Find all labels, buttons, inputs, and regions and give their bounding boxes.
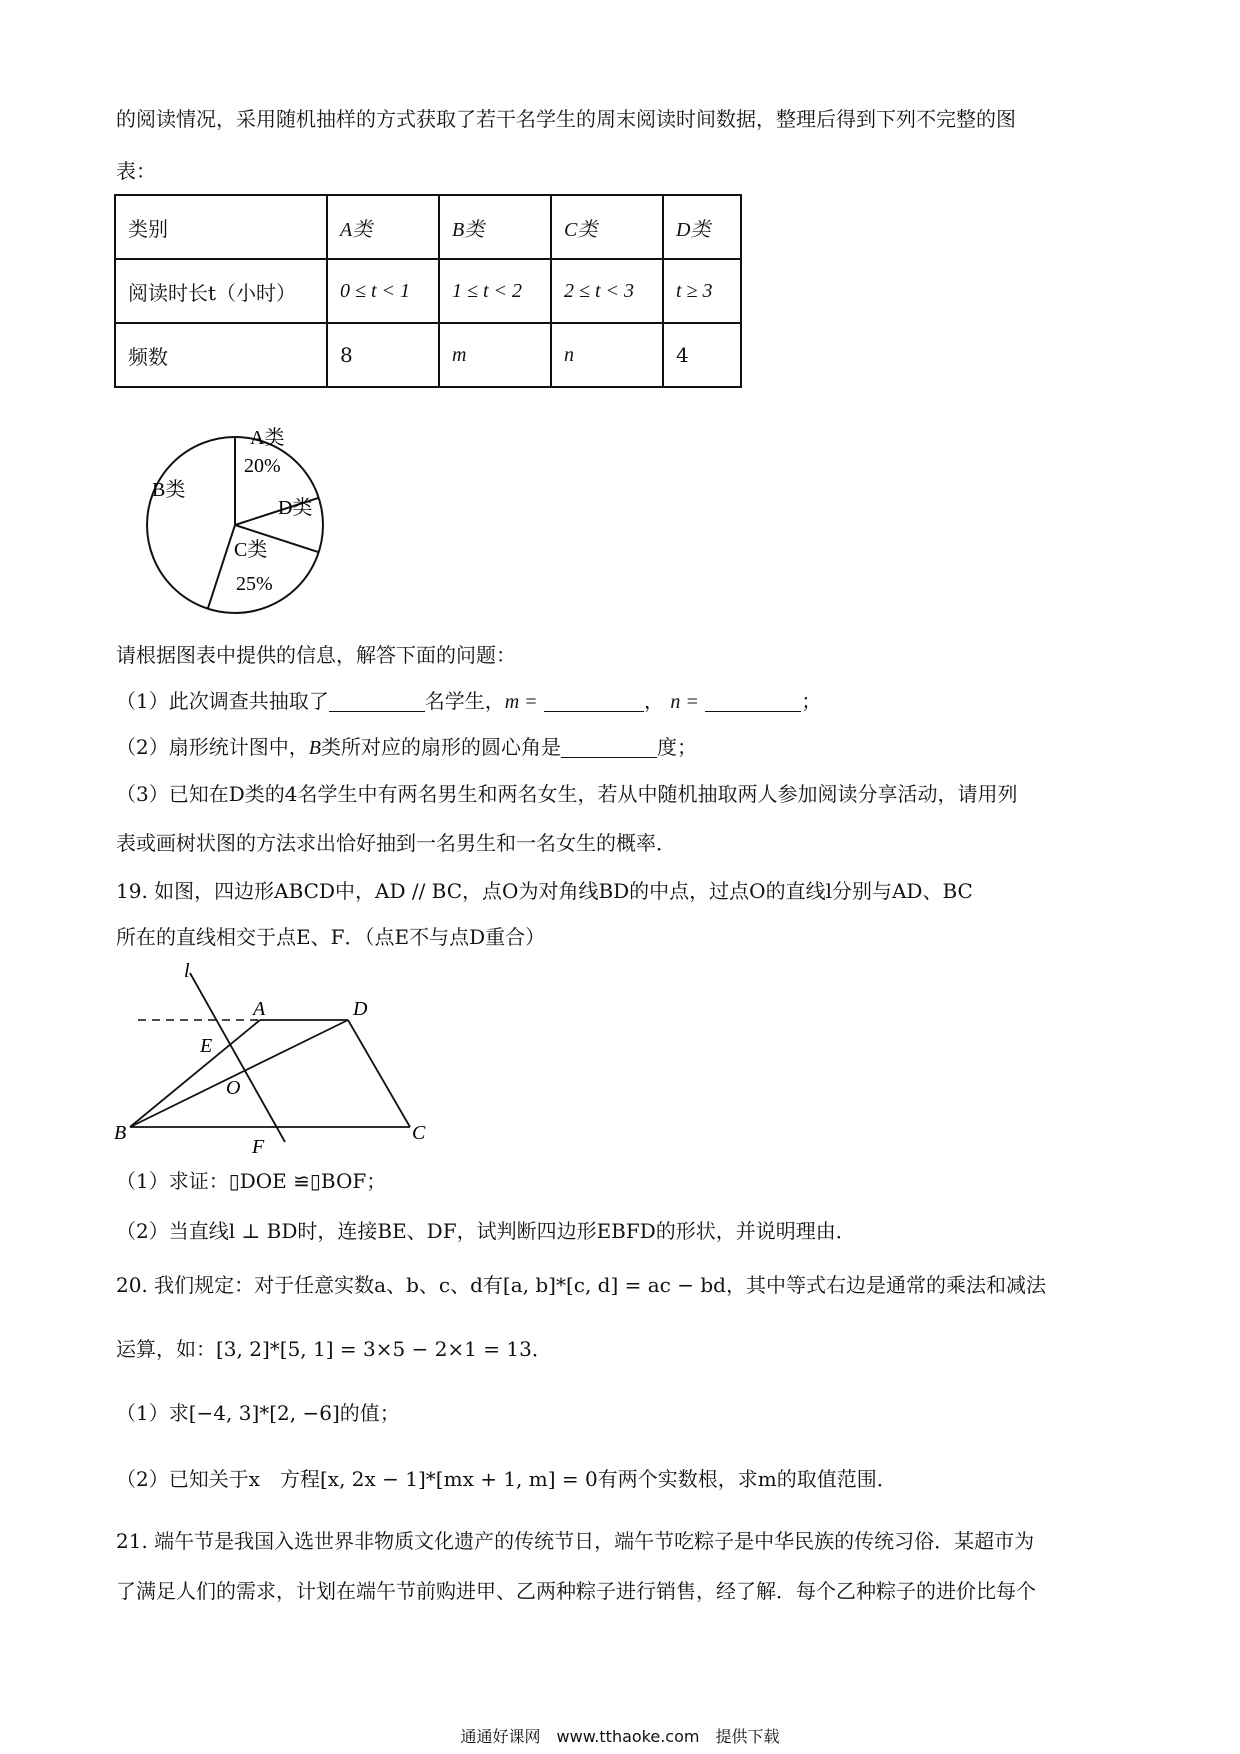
q18-p2-text: （2）扇形统计图中， [116,735,309,759]
pie-chart [120,410,350,640]
label-l: l [184,960,190,982]
q18-p1-text: 名学生， [424,689,505,713]
table-cell: m [439,323,551,387]
table-cell: 2 ≤ t < 3 [551,259,663,323]
pie-label-a: A类 [250,427,285,449]
answer-blank[interactable] [561,735,657,758]
frequency-table [114,194,742,388]
label-o: O [226,1077,241,1099]
table-cell: B类 [439,195,551,259]
q18-p2-b: B [308,737,321,759]
q20-line-1: 20. 我们规定：对于任意实数a、b、c、d有[a, b]*[c, d] = ac − bd，其中等式右边是通常的乘法和减法 [116,1273,1046,1297]
q18-p1-sep: ， [644,689,665,713]
pie-label-c: C类 [234,539,268,561]
answer-blank[interactable] [329,689,425,712]
answer-blank[interactable] [544,689,644,712]
table-cell: 0 ≤ t < 1 [327,259,439,323]
table-cell: A类 [327,195,439,259]
q19-part-2: （2）当直线l ⊥ BD时，连接BE、DF，试判断四边形EBFD的形状，并说明理由． [116,1219,856,1243]
segment-dc [348,1020,410,1127]
table-cell: 4 [663,323,741,387]
table-row [115,323,741,387]
label-c: C [412,1122,426,1144]
page-footer: 通通好课网 www.tthaoke.com 提供下载 [460,1727,780,1746]
q20-part-2: （2）已知关于x 方程[x, 2x − 1]*[mx + 1, m] = 0有两个实数根，求m的取值范围． [116,1467,897,1491]
label-b: B [114,1122,127,1144]
table-cell: t ≥ 3 [663,259,741,323]
label-f: F [252,1136,265,1155]
table-cell: 阅读时长t（小时） [115,259,327,323]
answer-blank[interactable] [705,689,801,712]
q18-part-3-line-1: （3）已知在D类的4名学生中有两名男生和两名女生，若从中随机抽取两人参加阅读分享活动，请用列 [116,782,1018,806]
q21-line-1: 21. 端午节是我国入选世界非物质文化遗产的传统节日，端午节吃粽子是中华民族的传统习俗．某超市为 [116,1529,1035,1553]
pie-value-c: 25% [236,573,273,595]
table-cell: D类 [663,195,741,259]
table-cell: 频数 [115,323,327,387]
q18-p1-end: ； [801,689,822,713]
label-a: A [253,998,266,1020]
pie-slice-boundary [208,525,235,609]
q20-line-2: 运算，如：[3, 2]*[5, 1] = 3×5 − 2×1 = 13． [116,1337,552,1361]
q18-part-1 [116,686,821,717]
table-cell: 8 [327,323,439,387]
q19-line-1: 19. 如图，四边形ABCD中，AD // BC，点O为对角线BD的中点，过点O的直线l分别与AD、BC [116,879,973,903]
table-cell: 类别 [115,195,327,259]
q18-p1-n: n = [670,691,699,713]
q18-p1-text: （1）此次调查共抽取了 [116,689,329,713]
intro-line-2: 表： [116,159,156,183]
intro-line-1: 的阅读情况，采用随机抽样的方式获取了若干名学生的周末阅读时间数据，整理后得到下列不完整的图 [116,107,1016,131]
label-d: D [353,998,368,1020]
q18-part-2 [116,732,697,763]
geometry-figure [110,955,440,1155]
q18-part-3-line-2: 表或画树状图的方法求出恰好抽到一名男生和一名女生的概率． [116,831,676,855]
table-cell: n [551,323,663,387]
q18-prompt: 请根据图表中提供的信息，解答下面的问题： [116,643,516,667]
pie-label-b: B类 [152,479,186,501]
table-cell: C类 [551,195,663,259]
table-row [115,195,741,259]
segment-bd [130,1020,348,1127]
q19-part-1: （1）求证：▯DOE ≌▯BOF； [116,1169,387,1193]
pie-value-a: 20% [244,455,281,477]
table-row [115,259,741,323]
label-e: E [200,1035,213,1057]
pie-label-d: D类 [278,497,313,519]
q18-p2-text: 类所对应的扇形的圆心角是 [320,735,561,759]
q18-p2-text: 度； [656,735,697,759]
q20-part-1: （1）求[−4, 3]*[2, −6]的值； [116,1401,400,1425]
table-cell: 1 ≤ t < 2 [439,259,551,323]
q18-p1-m: m = [504,691,538,713]
q21-line-2: 了满足人们的需求，计划在端午节前购进甲、乙两种粽子进行销售，经了解．每个乙种粽子的进价比每个 [116,1579,1036,1603]
q19-line-2: 所在的直线相交于点E、F．（点E不与点D重合） [116,925,546,949]
